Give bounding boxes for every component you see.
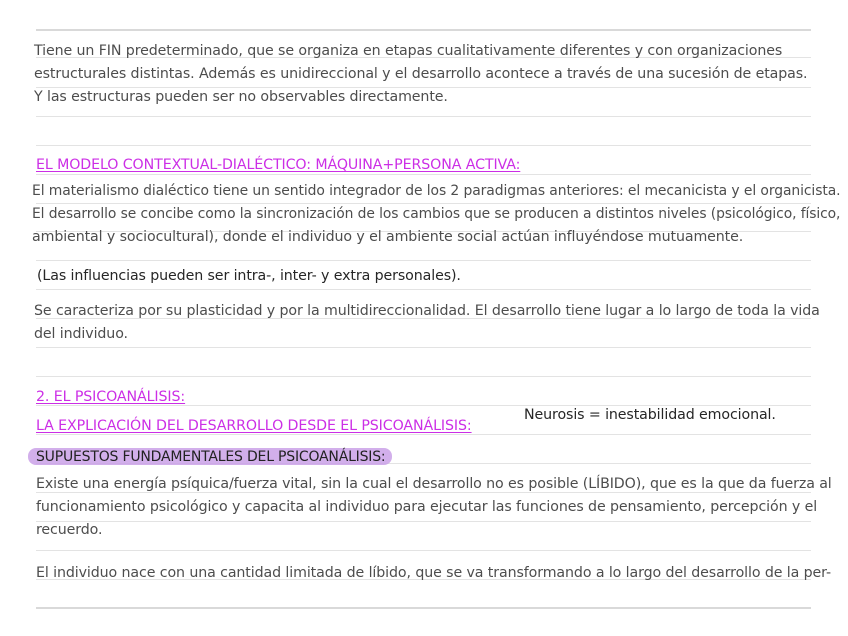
influences-note: (Las influencias pueden ser intra-, inter- y extra personales). [37, 268, 461, 284]
page-top-rule [36, 29, 811, 31]
energy-line-2: funcionamiento psicológico y capacita al individuo para ejecutar las funciones de pensamiento, percepción y el [36, 499, 818, 515]
neurosis-side-note: Neurosis = inestabilidad emocional. [524, 407, 776, 423]
plasticity-line-2: del individuo. [34, 326, 128, 342]
intro-line-3: Y las estructuras pueden ser no observables directamente. [34, 89, 448, 105]
psicoanalisis-subheading: LA EXPLICACIÓN DEL DESARROLLO DESDE EL PSICOANÁLISIS: [36, 418, 472, 434]
contextual-heading: EL MODELO CONTEXTUAL-DIALÉCTICO: MÁQUINA+PERSONA ACTIVA: [36, 157, 521, 173]
plasticity-line-1: Se caracteriza por su plasticidad y por la multidireccionalidad. El desarrollo tiene lugar a lo largo de toda la vida [34, 303, 820, 319]
ruled-line [36, 289, 811, 290]
intro-line-2: estructurales distintas. Además es unidireccional y el desarrollo acontece a través de una sucesión de etapas. [34, 66, 808, 82]
ruled-line [36, 347, 811, 348]
libido-line: El individuo nace con una cantidad limitada de líbido, que se va transformando a lo largo del desarrollo de la per- [36, 565, 831, 581]
fundamentals-heading: SUPUESTOS FUNDAMENTALES DEL PSICOANÁLISIS: [36, 449, 386, 465]
ruled-line [36, 145, 811, 146]
ruled-line [36, 492, 811, 493]
psicoanalisis-heading: 2. EL PSICOANÁLISIS: [36, 389, 186, 405]
ruled-line [36, 521, 811, 522]
contextual-line-2: El desarrollo se concibe como la sincronización de los cambios que se producen a distintos niveles (psicológico, físico, [32, 206, 841, 222]
ruled-line [36, 116, 811, 117]
energy-line-1: Existe una energía psíquica/fuerza vital, sin la cual el desarrollo no es posible (LÍBIDO), que es la que da fuerza al [36, 476, 832, 492]
intro-line-1: Tiene un FIN predeterminado, que se organiza en etapas cualitativamente diferentes y con organizaciones [34, 43, 783, 59]
page-bottom-rule [36, 607, 811, 609]
energy-line-3: recuerdo. [36, 522, 103, 538]
ruled-line [36, 203, 811, 204]
ruled-line [36, 405, 811, 406]
ruled-line [36, 87, 811, 88]
contextual-line-3: ambiental y sociocultural), donde el individuo y el ambiente social actúan influyéndose mutuamente. [32, 229, 744, 245]
ruled-line [36, 376, 811, 377]
ruled-line [36, 174, 811, 175]
ruled-line [36, 434, 811, 435]
contextual-line-1: El materialismo dialéctico tiene un sentido integrador de los 2 paradigmas anteriores: el mecanicista y el organicista. [32, 183, 841, 199]
ruled-line [36, 260, 811, 261]
ruled-line [36, 550, 811, 551]
